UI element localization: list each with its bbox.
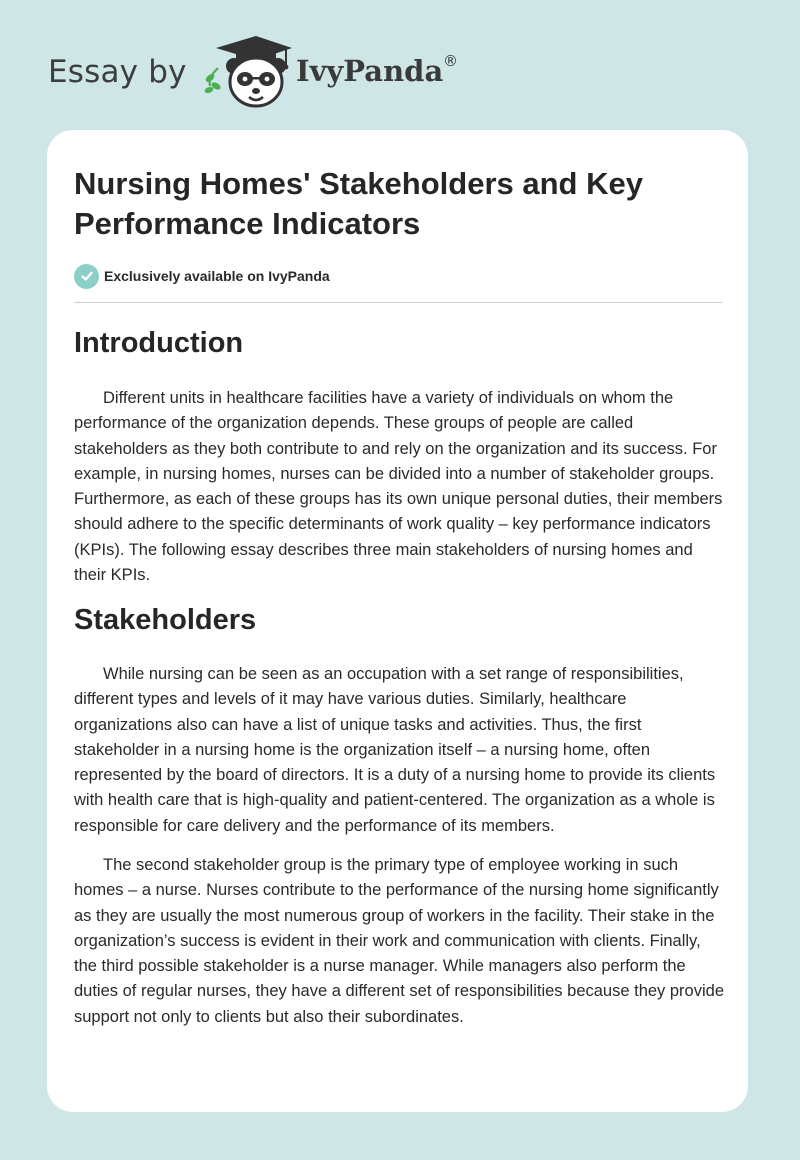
brand-prefix: Essay by bbox=[48, 54, 187, 90]
check-circle-icon bbox=[74, 264, 99, 289]
section-heading-introduction: Introduction bbox=[74, 327, 244, 359]
panda-logo-icon[interactable] bbox=[200, 34, 296, 110]
exclusive-badge-label: Exclusively available on IvyPanda bbox=[104, 268, 330, 284]
brand-name[interactable]: IvyPanda bbox=[296, 54, 444, 88]
essay-card bbox=[47, 130, 748, 1112]
site-header bbox=[48, 34, 508, 112]
stakeholders-paragraph-1: While nursing can be seen as an occupation with a set range of responsibilities, different types and levels of it may have various duties. Similarly, healthcare organizations also can have a list of unique tasks and activities. Thus, the first stakeholder in a nursing home is the organization itself – a nursing home, often represented by the board of directors. It is a duty of a nursing home to provide its clients with health care that is high-quality and patient-centered. The organization as a whole is responsible for care delivery and the performance of its members. bbox=[74, 665, 716, 835]
title-divider bbox=[74, 302, 722, 303]
section-heading-stakeholders: Stakeholders bbox=[74, 604, 257, 636]
introduction-paragraph: Different units in healthcare facilities have a variety of individuals on whom the performance of the organization depends. These groups of people are called stakeholders as they both contribute to and rely on the organization and its success. For example, in nursing homes, nurses can be divided into a number of stakeholder groups. Furthermore, as each of these groups has its own unique personal duties, their members should adhere to the specific determinants of work quality – key performance indicators (KPIs). The following essay describes three main stakeholders of nursing homes and their KPIs. bbox=[74, 389, 723, 585]
stakeholders-paragraph-2: The second stakeholder group is the primary type of employee working in such homes – a nurse. Nurses contribute to the performance of the nursing home significantly as they are usually the most numerous group of workers in the facility. Their stake in the organization’s success is evident in their work and communication with clients. Finally, the third possible stakeholder is a nurse manager. While managers also perform the duties of regular nurses, they have a different set of responsibilities because they provide support not only to clients but also their subordinates. bbox=[74, 856, 724, 1026]
essay-title: Nursing Homes' Stakeholders and Key Performance Indicators bbox=[74, 166, 643, 241]
exclusive-badge bbox=[74, 263, 330, 289]
registered-mark: ® bbox=[443, 52, 458, 70]
